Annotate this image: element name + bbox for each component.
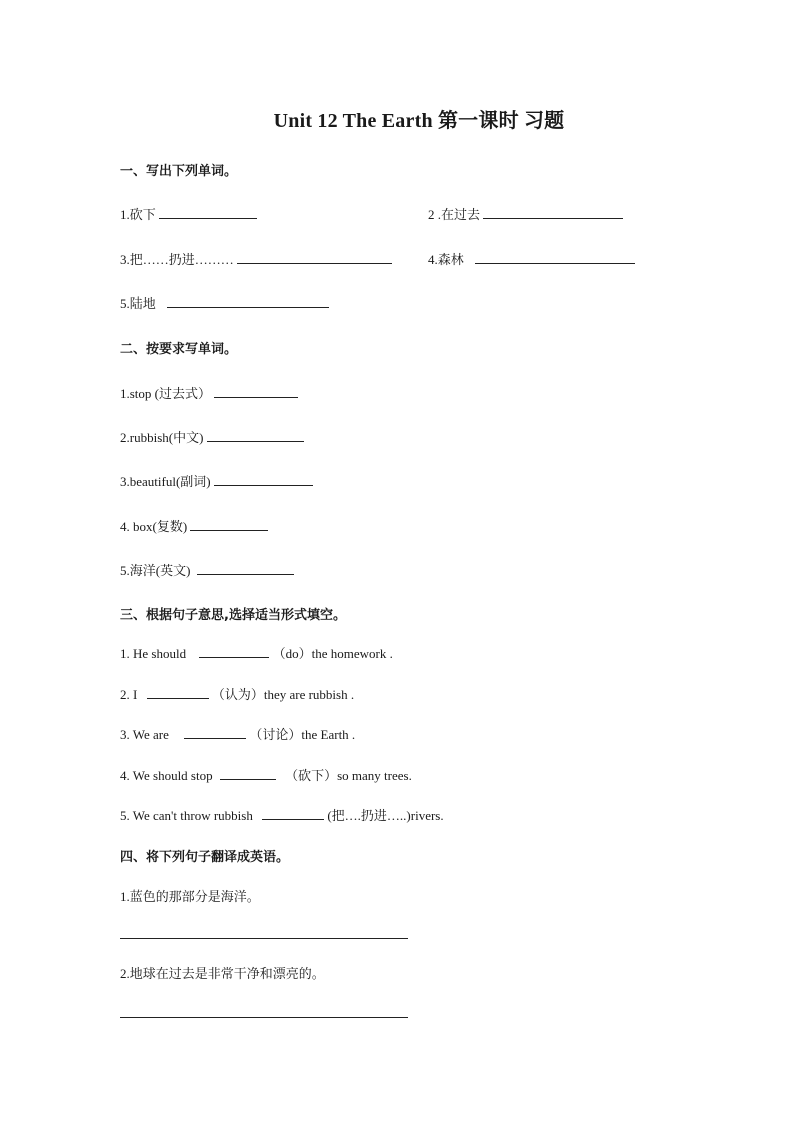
s4-item-1: 1.蓝色的那部分是海洋。	[120, 889, 260, 904]
answer-blank[interactable]	[475, 251, 635, 264]
s3-item-3	[120, 724, 355, 743]
answer-blank[interactable]	[190, 518, 268, 531]
s3-item-5	[120, 805, 444, 824]
s3-item-2	[120, 684, 354, 703]
s1-item-5	[120, 293, 329, 312]
answer-blank[interactable]	[167, 295, 329, 308]
answer-blank[interactable]	[207, 429, 304, 442]
answer-blank[interactable]	[147, 686, 209, 699]
s2-item-2-label: 2.rubbish(中文)	[120, 430, 204, 445]
s3-item-4-pre: 4. We should stop	[120, 768, 213, 783]
s1-item-2-label: 2 .在过去	[428, 207, 481, 222]
s3-item-2-pre: 2. I	[120, 687, 138, 702]
section-1-heading: 一、写出下列单词。	[120, 164, 238, 179]
s3-item-5-pre: 5. We can't throw rubbish	[120, 808, 253, 823]
s4-item-2: 2.地球在过去是非常干净和漂亮的。	[120, 966, 325, 981]
answer-blank[interactable]	[159, 206, 257, 219]
translation-answer-line[interactable]	[120, 1017, 408, 1018]
answer-blank[interactable]	[184, 726, 246, 739]
s3-item-3-post: （讨论）the Earth .	[249, 727, 356, 742]
answer-blank[interactable]	[220, 767, 276, 780]
s3-item-1-post: （do）the homework .	[272, 646, 393, 661]
answer-blank[interactable]	[199, 645, 269, 658]
s2-item-4	[120, 516, 268, 535]
s1-item-1	[120, 204, 257, 223]
s3-item-5-post: (把….扔进…..)rivers.	[327, 808, 444, 823]
answer-blank[interactable]	[214, 385, 298, 398]
answer-blank[interactable]	[197, 562, 294, 575]
s1-item-5-label: 5.陆地	[120, 296, 156, 311]
s3-item-1	[120, 643, 393, 662]
s3-item-3-pre: 3. We are	[120, 727, 169, 742]
s1-item-2	[428, 204, 623, 223]
s2-item-5-label: 5.海洋(英文)	[120, 563, 191, 578]
answer-blank[interactable]	[262, 807, 324, 820]
answer-blank[interactable]	[483, 206, 623, 219]
s3-item-2-post: （认为）they are rubbish .	[211, 687, 355, 702]
s1-item-3	[120, 249, 392, 268]
s1-item-4	[428, 249, 635, 268]
s2-item-3	[120, 471, 313, 490]
section-3-heading: 三、根据句子意思,选择适当形式填空。	[120, 608, 346, 623]
s1-item-1-label: 1.砍下	[120, 207, 156, 222]
s1-item-3-label: 3.把……扔进………	[120, 252, 234, 267]
s3-item-1-pre: 1. He should	[120, 646, 187, 661]
answer-blank[interactable]	[237, 251, 392, 264]
translation-answer-line[interactable]	[120, 938, 408, 939]
s3-item-4-post: （砍下）so many trees.	[285, 768, 412, 783]
section-4-heading: 四、将下列句子翻译成英语。	[120, 850, 290, 865]
section-2-heading: 二、按要求写单词。	[120, 342, 238, 357]
s2-item-1-label: 1.stop (过去式）	[120, 386, 212, 401]
answer-blank[interactable]	[214, 473, 313, 486]
page-title: Unit 12 The Earth 第一课时 习题	[273, 110, 565, 132]
s2-item-5	[120, 560, 294, 579]
s2-item-3-label: 3.beautiful(副词)	[120, 474, 211, 489]
s3-item-4	[120, 765, 412, 784]
s2-item-1	[120, 383, 298, 402]
s2-item-2	[120, 427, 304, 446]
s2-item-4-label: 4. box(复数)	[120, 519, 188, 534]
s1-item-4-label: 4.森林	[428, 252, 464, 267]
